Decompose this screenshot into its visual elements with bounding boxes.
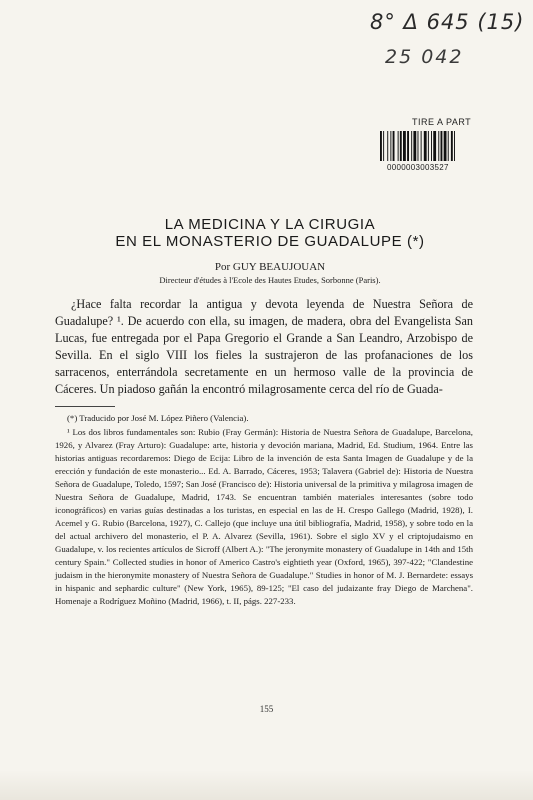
- author-line: Por GUY BEAUJOUAN: [214, 261, 326, 273]
- title-line-2: EN EL MONASTERIO DE GUADALUPE (*): [115, 233, 425, 250]
- page-number: 155: [259, 704, 274, 714]
- footnotes: [55, 412, 473, 609]
- article-title: [60, 216, 480, 250]
- footnote-1: ¹ Los dos libros fundamentales son: Rubio (Fray Germán): Historia de Nuestra Señora de Guadalupe, Barcelona, 1926, y Alvarez (Fray Arturo): Guadalupe: arte, historia y devoción mariana, Madrid, Ed. Studium, 1964. Entre las historias antiguas recordaremos: Diego de Ecija: Libro de la invención de esta Santa Imagen de Guadalupe y de la erección y fundación de este monasterio... Ed. A. Barrado, Cáceres, 1953; Talavera (Gabriel de): Historia de Nuestra Señora de Guadalupe, Toledo, 1597; San José (Francisco de): Historia universal de la primitiva y milagrosa imagen de Nuestra Señora de Guadalupe, Madrid, 1743. Se encuentran también materiales interesantes (sobre todo iconográficos) en varias guías destinadas a los turistas, en especial en las de H. Crespo Gallego (Madrid, 1928), I. Acemel y G. Rubio (Barcelona, 1927), C. Callejo (que incluye una útil bibliografía, Madrid, 1958), y sobre todo en la del actual archivero del monasterio, el P. A. Alvarez (Sevilla, 1961). Sobre el siglo XV y el criptojudaismo en Guadalupe, v. los recientes artículos de Sicroff (Albert A.): "The jeronymite monastery of Guadalupe in 14th and 15th century Spain." Collected studies in honor of Americo Castro's eightieth year (Oxford, 1965), 397-422; "Clandestine judaism in the hieronymite monastery of Nuestra Señora de Guadalupe." Studies in honor of M. J. Bernardete: essays in hispanic and sephardic culture" (New York, 1965), 89-125; "El caso del judaizante fray Diego de Marchena". Homenaje a Rodríguez Moñino (Madrid, 1966), t. II, págs. 227-233.: [55, 427, 473, 606]
- handwritten-shelfmark: 8° Δ 645 (15): [370, 10, 525, 34]
- author-affiliation: Directeur d'études à l'Ecole des Hautes Etudes, Sorbonne (Paris).: [159, 275, 381, 285]
- offprint-label: TIRE A PART: [412, 117, 472, 127]
- footnote-divider: [55, 406, 115, 407]
- barcode-number: 0000003003527: [387, 163, 449, 172]
- body-paragraph: ¿Hace falta recordar la antigua y devota leyenda de Nuestra Señora de Guadalupe? ¹. De acuerdo con ella, su imagen, de madera, obra del Evangelista San Lucas, fue entregada por el Papa Gregorio el Grande a San Leandro, Arzobispo de Sevilla. En el siglo VIII los fieles la sustrajeron de las profanaciones de los sarracenos, enterrándola secretamente en un hermoso valle de la provincia de Cáceres. Un piadoso gañán la encontró milagrosamente cerca del río de Guada-: [55, 297, 473, 396]
- footnote-star: (*) Traducido por José M. López Piñero (Valencia).: [67, 413, 249, 423]
- handwritten-number: 25 042: [385, 46, 464, 68]
- barcode-image: [380, 131, 506, 161]
- paper-edge-shading: [0, 770, 533, 800]
- title-line-1: LA MEDICINA Y LA CIRUGIA: [164, 216, 376, 233]
